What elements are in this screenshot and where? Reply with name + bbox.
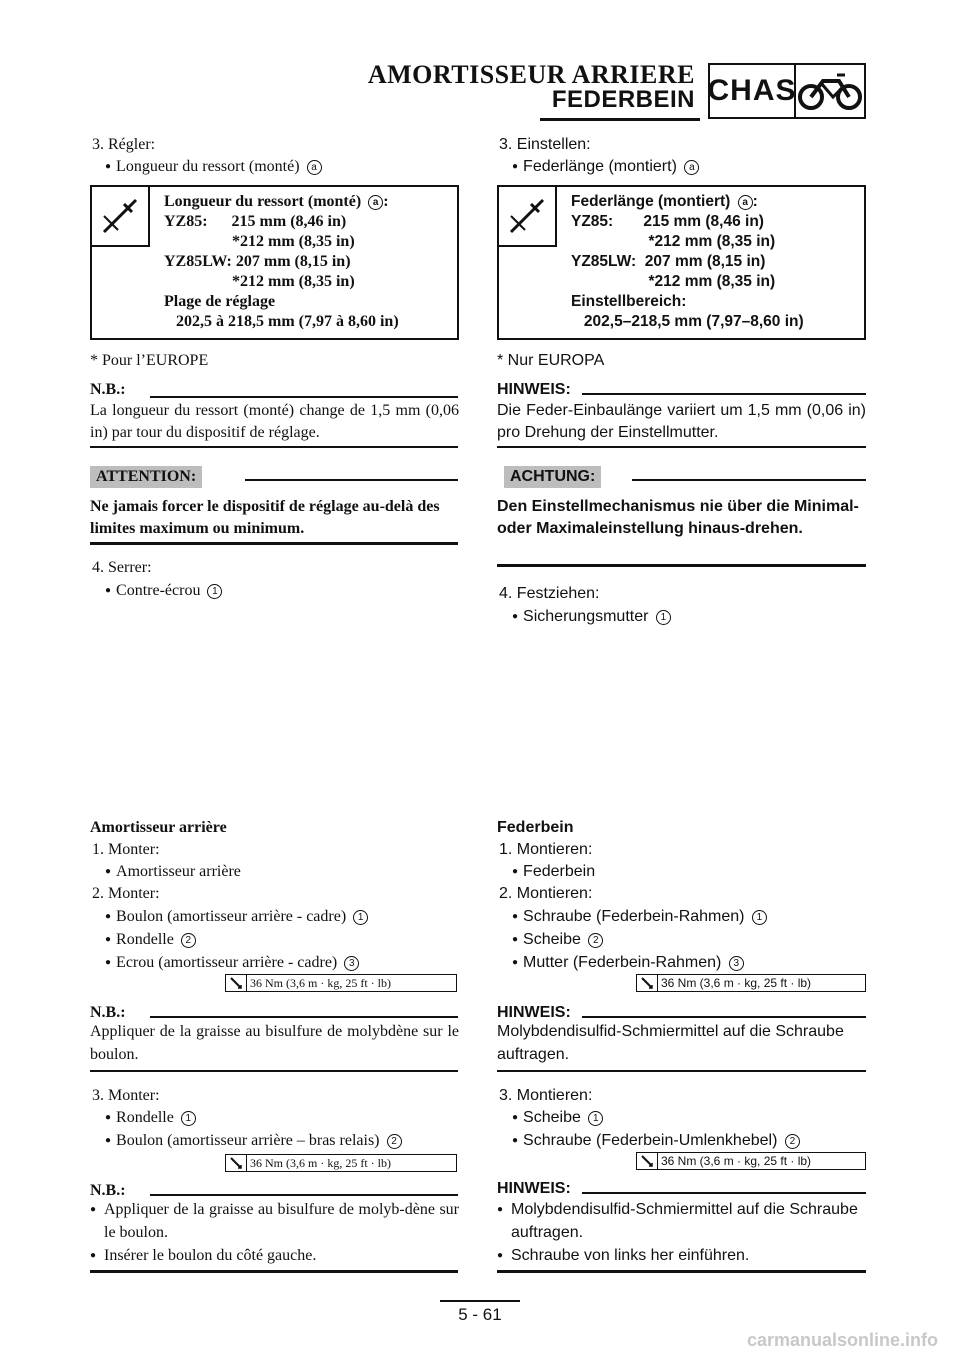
torque-value: 36 Nm (3,6 m · kg, 25 ft · lb) — [250, 1156, 391, 1170]
list-item — [512, 929, 603, 953]
list-item — [105, 952, 359, 976]
callout-marker: a — [738, 195, 753, 210]
right-spec-line: 202,5–218,5 mm (7,97–8,60 in) — [571, 313, 804, 330]
left-spec-line: *212 mm (8,35 in) — [164, 273, 355, 290]
right-spec-line: YZ85: 215 mm (8,46 in) — [571, 213, 764, 230]
callout-marker: a — [684, 160, 699, 175]
left-step4-item-text: Contre-écrou — [116, 582, 201, 599]
list-item — [512, 1130, 800, 1154]
torque-value: 36 Nm (3,6 m · kg, 25 ft · lb) — [661, 976, 812, 990]
torque-value: 36 Nm (3,6 m · kg, 25 ft · lb) — [250, 976, 391, 990]
right-attention-head: ACHTUNG: — [504, 466, 601, 488]
callout-marker: 1 — [181, 1111, 196, 1126]
note-rule — [150, 1194, 458, 1196]
left-spec-line: YZ85: 215 mm (8,46 in) — [164, 213, 347, 230]
right-footnote: * Nur EUROPA — [497, 352, 605, 369]
note-rule — [582, 393, 866, 395]
callout-marker: 3 — [729, 956, 744, 971]
torque-icon — [637, 975, 658, 991]
left-section-title: Amortisseur arrière — [90, 819, 227, 836]
left-m2: 2. Monter: — [92, 885, 160, 902]
torque-spec — [636, 1152, 866, 1170]
right-step4: 4. Festziehen: — [499, 585, 600, 602]
right-nb1-head: HINWEIS: — [497, 381, 571, 398]
list-item-text: Schraube von links her einführen. — [511, 1247, 750, 1264]
left-nb1-head: N.B.: — [90, 381, 126, 398]
header-title-fr: AMORTISSEUR ARRIERE — [367, 60, 695, 89]
list-item-text: Boulon (amortisseur arrière – bras relais) — [116, 1132, 380, 1149]
list-item-text: Rondelle — [116, 1109, 174, 1126]
header-rule — [540, 118, 700, 121]
callout-marker: a — [368, 195, 383, 210]
right-nb3-item — [497, 1244, 866, 1269]
right-m1-item-text: Federbein — [523, 863, 596, 880]
torque-icon — [226, 1155, 247, 1171]
callout-marker: 2 — [387, 1134, 402, 1149]
right-nb3-item — [497, 1198, 866, 1244]
torque-spec — [225, 974, 457, 992]
section-label: CHAS — [710, 65, 796, 117]
list-item — [512, 1107, 603, 1131]
note-rule — [90, 446, 458, 448]
list-item — [105, 929, 196, 953]
left-spec-colon: : — [383, 193, 389, 210]
note-rule — [150, 396, 458, 398]
callout-marker: 2 — [181, 933, 196, 948]
list-item — [105, 906, 368, 930]
left-m3: 3. Monter: — [92, 1087, 160, 1104]
right-section-title: Federbein — [497, 819, 574, 836]
note-rule — [497, 1270, 866, 1273]
right-step3: 3. Einstellen: — [499, 136, 591, 153]
list-item — [105, 1107, 196, 1131]
left-step3-item-text: Longueur du ressort (monté) — [116, 158, 300, 175]
left-m1: 1. Monter: — [92, 841, 160, 858]
watermark: carmanualsonline.info — [746, 1330, 938, 1350]
callout-marker: 2 — [588, 933, 603, 948]
page-number: 5 - 61 — [458, 1305, 502, 1324]
left-attention-head: ATTENTION: — [90, 466, 202, 488]
callout-marker: 1 — [656, 610, 671, 625]
note-rule — [90, 1070, 458, 1072]
list-item-text: Boulon (amortisseur arrière - cadre) — [116, 908, 347, 925]
torque-icon — [637, 1153, 658, 1169]
left-spec-title: Longueur du ressort (monté) — [164, 193, 362, 210]
right-spec-box — [497, 185, 866, 340]
list-item — [512, 952, 744, 976]
right-attention-text: Den Einstellmechanismus nie über die Minimal- oder Maximaleinstellung hinaus-drehen. — [497, 498, 859, 537]
callout-marker: 2 — [785, 1134, 800, 1149]
list-item-text: Mutter (Federbein-Rahmen) — [523, 954, 722, 971]
right-spec-line: Einstellbereich: — [571, 293, 687, 310]
torque-spec — [225, 1154, 457, 1172]
right-spec-colon: : — [752, 193, 758, 210]
attention-rule — [90, 542, 458, 545]
torque-spec — [636, 974, 866, 992]
right-nb2-text: Molybdendisulfid-Schmiermittel auf die Schraube auftragen. — [497, 1023, 844, 1063]
list-item-text: Insérer le boulon du côté gauche. — [104, 1247, 317, 1264]
callout-marker: a — [307, 160, 322, 175]
right-spec-lines — [571, 192, 804, 332]
left-spec-box — [90, 185, 459, 340]
left-step3-item — [105, 156, 322, 180]
left-step3: 3. Régler: — [92, 136, 156, 153]
right-spec-line: *212 mm (8,35 in) — [571, 233, 776, 250]
list-item-text: Schraube (Federbein-Rahmen) — [523, 908, 745, 925]
right-nb2-head: HINWEIS: — [497, 1004, 571, 1021]
left-nb3-head: N.B.: — [90, 1182, 126, 1199]
right-m2: 2. Montieren: — [499, 885, 593, 902]
left-step4: 4. Serrer: — [92, 559, 152, 576]
motorcycle-icon — [796, 65, 864, 117]
torque-value: 36 Nm (3,6 m · kg, 25 ft · lb) — [661, 1154, 812, 1168]
callout-marker: 1 — [353, 910, 368, 925]
right-spec-line: *212 mm (8,35 in) — [571, 273, 776, 290]
header-title-de: FEDERBEIN — [551, 86, 695, 113]
section-badge — [708, 63, 866, 119]
left-m1-item — [105, 861, 241, 885]
torque-icon — [226, 975, 247, 991]
right-spec-line: YZ85LW: 207 mm (8,15 in) — [571, 253, 766, 270]
list-item-text: Rondelle — [116, 931, 174, 948]
wrench-icon — [499, 187, 557, 247]
left-spec-line: 202,5 à 218,5 mm (7,97 à 8,60 in) — [164, 313, 399, 330]
left-nb3-item — [90, 1198, 459, 1244]
left-nb2-head: N.B.: — [90, 1004, 126, 1021]
left-attention-text: Ne jamais forcer le dispositif de réglage au-delà des limites maximum ou minimum. — [90, 498, 440, 537]
list-item-text: Scheibe — [523, 1109, 581, 1126]
list-item-text: Scheibe — [523, 931, 581, 948]
note-rule — [150, 1016, 458, 1018]
list-item — [512, 906, 767, 930]
page-number-rule — [440, 1300, 520, 1302]
wrench-icon — [92, 187, 150, 247]
right-step3-item-text: Federlänge (montiert) — [523, 158, 677, 175]
right-m1: 1. Montieren: — [499, 841, 593, 858]
left-nb3-item — [90, 1244, 459, 1269]
callout-marker: 1 — [207, 584, 222, 599]
callout-marker: 3 — [344, 956, 359, 971]
note-rule — [582, 1192, 866, 1194]
attention-rule — [497, 564, 866, 567]
left-spec-lines — [164, 192, 399, 332]
left-footnote: * Pour l’EUROPE — [90, 352, 209, 369]
list-item-text: Appliquer de la graisse au bisulfure de molyb-dène sur le boulon. — [104, 1201, 459, 1241]
list-item-text: Ecrou (amortisseur arrière - cadre) — [116, 954, 338, 971]
left-spec-line: YZ85LW: 207 mm (8,15 in) — [164, 253, 351, 270]
right-step4-item — [512, 606, 671, 630]
right-m1-item — [512, 861, 595, 885]
list-item-text: Schraube (Federbein-Umlenkhebel) — [523, 1132, 778, 1149]
note-rule — [582, 1016, 866, 1018]
left-step4-item — [105, 580, 222, 604]
right-m3: 3. Montieren: — [499, 1087, 593, 1104]
attention-rule — [245, 479, 458, 481]
attention-rule — [632, 479, 866, 481]
right-nb3-head: HINWEIS: — [497, 1180, 571, 1197]
note-rule — [497, 1070, 866, 1072]
left-m1-item-text: Amortisseur arrière — [116, 863, 241, 880]
left-spec-line: Plage de réglage — [164, 293, 276, 310]
list-item — [105, 1130, 402, 1154]
right-step4-item-text: Sicherungsmutter — [523, 608, 649, 625]
note-rule — [90, 1270, 458, 1273]
callout-marker: 1 — [752, 910, 767, 925]
right-nb1-text: Die Feder-Einbaulänge variiert um 1,5 mm (0,06 in) pro Drehung der Einstellmutter. — [497, 402, 866, 441]
callout-marker: 1 — [588, 1111, 603, 1126]
left-spec-line: *212 mm (8,35 in) — [164, 233, 355, 250]
right-step3-item — [512, 156, 699, 180]
right-spec-title: Federlänge (montiert) — [571, 193, 731, 210]
left-nb2-text: Appliquer de la graisse au bisulfure de molybdène sur le boulon. — [90, 1023, 459, 1063]
list-item-text: Molybdendisulfid-Schmiermittel auf die Schraube auftragen. — [511, 1201, 858, 1241]
left-nb1-text: La longueur du ressort (monté) change de 1,5 mm (0,06 in) par tour du dispositif de réglage. — [90, 402, 459, 441]
note-rule — [497, 446, 866, 448]
